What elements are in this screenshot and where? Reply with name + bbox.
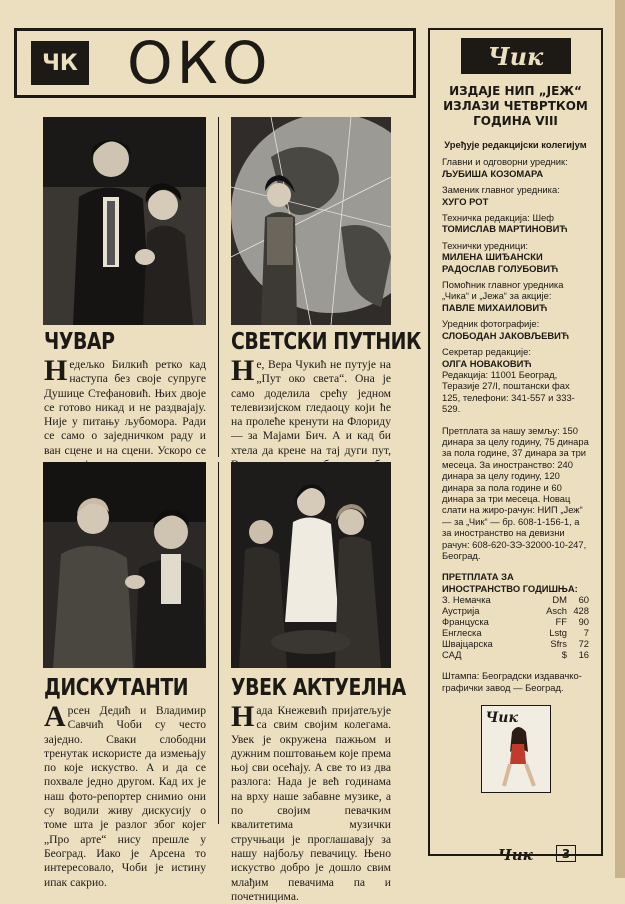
price-amount: 428 xyxy=(573,605,589,617)
masthead-text: ИЗДАЈЕ НИП „ЈЕЖ“ ИЗЛАЗИ ЧЕТВРТКОМ ГОДИНА VIII xyxy=(443,84,588,128)
article-1-text: едељко Билкић ретко кад наступа без своје супруге Душице Стефановић. Њих двоје се готово никад и не раздвајају. Није у питању љубомора. Ради се само о заједничком раду и ван сцене и на сцени. Ускоро се xyxy=(44,358,206,457)
article-1-headline: ЧУВАР xyxy=(44,329,115,355)
secretary-name: ОЛГА НОВАКОВИЋ xyxy=(442,357,532,369)
article-3-body xyxy=(44,700,206,890)
masthead-sidebar xyxy=(428,28,603,856)
article-3-dropcap: А xyxy=(44,700,66,733)
deputy-label: Заменик главног уредника: xyxy=(442,184,560,196)
page-number: 3 xyxy=(556,845,576,862)
photo-nada xyxy=(231,462,391,668)
price-country: З. Немачка xyxy=(442,594,491,606)
foreign-prices-table xyxy=(442,594,589,660)
price-row xyxy=(442,649,589,660)
article-2-headline: СВЕТСКИ ПУТНИК xyxy=(231,329,422,355)
price-currency: Asch xyxy=(546,605,567,617)
price-currency: Lstg xyxy=(549,627,567,639)
column-divider-top xyxy=(218,117,219,457)
section-logo: ЧК xyxy=(31,41,89,85)
cover-figure xyxy=(482,706,550,792)
price-country: САД xyxy=(442,649,462,661)
photo-editor-label: Уредник фотографије: xyxy=(442,318,540,330)
price-amount: 7 xyxy=(583,627,589,639)
price-row xyxy=(442,638,589,649)
price-amount: 72 xyxy=(578,638,589,650)
price-currency: Sfrs xyxy=(550,638,567,650)
editorial-line: Уређује редакцијски колегијум xyxy=(444,139,587,150)
deputy-name: ХУГО РОТ xyxy=(442,195,489,207)
price-row xyxy=(442,627,589,638)
article-4-dropcap: Н xyxy=(231,700,255,733)
price-row xyxy=(442,616,589,627)
price-currency: DM xyxy=(552,594,567,606)
tech-label: Техничка редакција: Шеф xyxy=(442,212,554,224)
article-2-dropcap: Н xyxy=(231,354,255,387)
chief-label: Главни и одговорни уредник: xyxy=(442,156,568,168)
price-country: Француска xyxy=(442,616,489,628)
price-amount: 60 xyxy=(578,594,589,606)
price-currency: $ xyxy=(561,649,567,661)
price-country: Аустрија xyxy=(442,605,480,617)
assistant-label: Помоћник главног уредника „Чика“ и „Јежа“ за акције: xyxy=(442,279,564,302)
printer-text: Штампа: Београдски издавачко-графички завод — Београд. xyxy=(442,670,582,693)
article-4-headline: УВЕК АКТУЕЛНА xyxy=(231,675,406,701)
price-row xyxy=(442,594,589,605)
secretary-label: Секретар редакције: xyxy=(442,346,531,358)
column-divider-bottom xyxy=(218,462,219,824)
foreign-subscription-title: ПРЕТПЛАТА ЗА ИНОСТРАНСТВО ГОДИШЊА: xyxy=(442,571,578,594)
page-binding-edge xyxy=(615,0,625,878)
footer-logo: Чик xyxy=(498,846,533,864)
photo-couple xyxy=(43,117,206,325)
tech-editors-label: Технички уредници: xyxy=(442,239,529,251)
article-3-text: рсен Дедић и Владимир Савчић Чоби су често заједно. Сваки слободни тренутак искористе да измењају по које искуство. А и да се похвале једно другом. Кад их је наш фото-репортер снимио они су водили живу дискусију о томе шта је разлог због којег „Про арте“ нису прешле у Београд. Иако је Арсена то интересовало, Чоби је истину ипак сакрио. xyxy=(44,704,206,889)
subscription-text: Претплата за нашу земљу: 150 динара за целу годину, 75 динара за пола године, 37 динара за три месеца. За иностранство: 240 динара за целу годину, 120 динара за пола године и 60 динара за три месеца. Новац слати на жиро-рачун: НИП „Јеж“ — за „Чик“ — бр. 608-1-156-1, а за иностранство на девизни рачун: 608-620-ЗЭ-32000-10-247, Београд. xyxy=(442,424,589,561)
tech-editors-names: МИЛЕНА ШИЂАНСКИ РАДОСЛАВ ГОЛУБОВИЋ xyxy=(442,251,559,274)
assistant-name: ПАВЛЕ МИХАИЛОВИЋ xyxy=(442,301,548,313)
price-amount: 16 xyxy=(578,649,589,661)
article-1-dropcap: Н xyxy=(44,354,68,387)
chik-logo: Чик xyxy=(461,38,571,74)
article-4-body xyxy=(231,700,391,904)
price-row xyxy=(442,605,589,616)
photo-discussion xyxy=(43,462,206,668)
cover-thumbnail xyxy=(481,705,551,793)
cover-logo: Чик xyxy=(485,710,518,727)
article-3-headline: ДИСКУТАНТИ xyxy=(44,675,189,701)
price-country: Швајцарска xyxy=(442,638,493,650)
address-text: Редакција: 11001 Београд, Теразије 27/I, поштански фах 125, телефони: 341-557 и 333-529. xyxy=(442,368,575,415)
price-currency: FF xyxy=(555,616,567,628)
price-country: Енглеска xyxy=(442,627,482,639)
photo-editor-name: СЛОБОДАН ЈАКОВЉЕВИЋ xyxy=(442,329,570,341)
tech-name: ТОМИСЛАВ МАРТИНОВИЋ xyxy=(442,223,568,235)
photo-globe xyxy=(231,117,391,325)
section-header xyxy=(14,28,416,98)
article-4-text: ада Кнежевић пријатељује са свим својим колегама. Увек је окружена пажњом и дужним поштовањем које према њој сви осећају. А све то из два разлога: Нада је већ годинама на врху наше забавне музике, а по својим певачким квалитетима музички стручњаци је проглашавају за нашу најбољу певачицу. Њено искуство добро је дошло свим млађим певачима па и почетницима. xyxy=(231,704,391,903)
chief-name: ЉУБИША КОЗОМАРА xyxy=(442,167,544,179)
price-amount: 90 xyxy=(578,616,589,628)
section-title: ОКО xyxy=(127,29,272,97)
article-2-text: е, Вера Чукић не путује на „Пут око света“. Она је само доделила срећу једном телевизијском гледаоцу који ће на пролеће кренути на Флориду — за Мајами Бич. А и кад би хтела да крене на тај дуги пут, xyxy=(231,358,391,457)
